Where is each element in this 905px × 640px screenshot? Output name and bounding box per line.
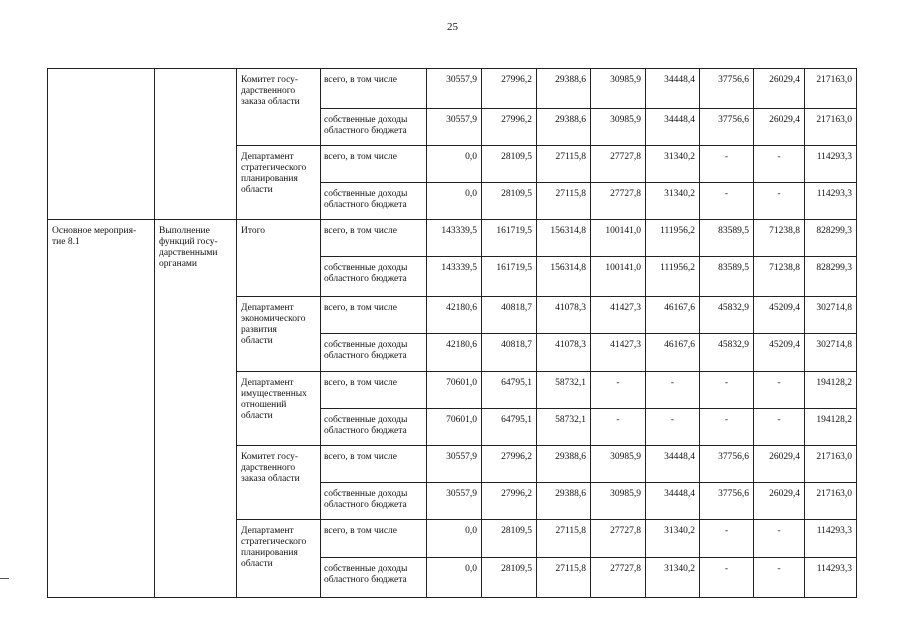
year-value-cell — [646, 257, 700, 297]
year-value-cell — [537, 334, 591, 372]
value-text: 111956,2 — [660, 263, 695, 273]
year-value-cell — [754, 409, 805, 446]
value-text: 114293,3 — [816, 189, 852, 199]
year-value-cell — [427, 146, 482, 183]
value-text: 143339,5 — [441, 226, 477, 236]
funding-source-text: всего, в том числе — [324, 75, 398, 85]
value-text: 26029,4 — [769, 489, 800, 499]
value-text: 40818,7 — [501, 340, 532, 350]
total-value-cell — [805, 69, 857, 109]
value-text: 30985,9 — [610, 75, 641, 85]
year-value-cell — [754, 372, 805, 409]
margin-mark — [0, 578, 9, 579]
value-text: - — [616, 378, 620, 388]
year-value-cell — [591, 483, 646, 520]
year-value-cell — [591, 220, 646, 257]
value-text: 42180,6 — [446, 340, 477, 350]
value-text: 302714,8 — [816, 303, 852, 313]
value-text: 302714,8 — [816, 340, 852, 350]
value-text: - — [670, 415, 675, 425]
executor-name: Итого — [241, 226, 266, 236]
funding-source-cell — [321, 558, 427, 598]
year-value-cell — [537, 220, 591, 257]
value-text: - — [724, 564, 729, 574]
year-value-cell — [591, 146, 646, 183]
value-text: 37756,6 — [718, 75, 749, 85]
value-text: 27115,8 — [555, 189, 586, 199]
value-text: 34448,4 — [664, 452, 695, 462]
year-value-cell — [646, 372, 700, 409]
value-text: 161719,5 — [496, 263, 532, 273]
funding-source-cell — [321, 183, 427, 220]
executor-name: Департамент экономического развития области — [241, 303, 306, 346]
year-value-cell — [591, 558, 646, 598]
year-value-cell — [537, 109, 591, 146]
table-row — [48, 220, 857, 257]
year-value-cell — [754, 483, 805, 520]
funding-source-cell — [321, 409, 427, 446]
year-value-cell — [754, 334, 805, 372]
funding-source-cell — [321, 69, 427, 109]
year-value-cell — [700, 183, 754, 220]
year-value-cell — [537, 257, 591, 297]
year-value-cell — [537, 372, 591, 409]
value-text: 58732,1 — [555, 378, 586, 388]
executor-name: Департамент имущественных отношений области — [241, 378, 307, 421]
value-text: 34448,4 — [664, 75, 695, 85]
funding-source-text: собственные доходы областного бюджета — [324, 263, 408, 284]
value-text: 31340,2 — [664, 526, 695, 536]
measure-text: Основное мероприя- тие 8.1 — [52, 226, 137, 247]
value-text: 30557,9 — [446, 75, 477, 85]
value-text: 45832,9 — [718, 303, 749, 313]
year-value-cell — [700, 220, 754, 257]
year-value-cell — [482, 220, 537, 257]
year-value-cell — [754, 146, 805, 183]
value-text: 828299,3 — [816, 263, 852, 273]
value-text: - — [724, 415, 729, 425]
year-value-cell — [482, 446, 537, 483]
value-text: 31340,2 — [664, 189, 695, 199]
value-text: 30557,9 — [446, 452, 477, 462]
year-value-cell — [482, 558, 537, 598]
value-text: 29388,6 — [555, 489, 586, 499]
total-value-cell — [805, 409, 857, 446]
value-text: 100141,0 — [605, 226, 641, 236]
value-text: 58732,1 — [555, 415, 586, 425]
value-text: 26029,4 — [769, 75, 800, 85]
funding-source-cell — [321, 483, 427, 520]
value-text: 194128,2 — [816, 415, 852, 425]
year-value-cell — [427, 334, 482, 372]
year-value-cell — [700, 334, 754, 372]
year-value-cell — [646, 183, 700, 220]
value-text: 27727,8 — [610, 152, 641, 162]
value-text: 114293,3 — [816, 152, 852, 162]
total-value-cell — [805, 146, 857, 183]
year-value-cell — [427, 297, 482, 334]
value-text: - — [777, 415, 781, 425]
year-value-cell — [646, 146, 700, 183]
year-value-cell — [700, 297, 754, 334]
funding-source-text: всего, в том числе — [324, 303, 398, 313]
year-value-cell — [700, 146, 754, 183]
value-text: 828299,3 — [816, 226, 852, 236]
executor-cell — [237, 146, 321, 220]
value-text: 28109,5 — [501, 152, 532, 162]
executor-cell — [237, 446, 321, 520]
year-value-cell — [591, 446, 646, 483]
funding-source-text: всего, в том числе — [324, 452, 398, 462]
year-value-cell — [754, 558, 805, 598]
value-text: 70601,0 — [446, 378, 477, 388]
year-value-cell — [537, 69, 591, 109]
year-value-cell — [754, 257, 805, 297]
executor-name: Департамент стратегического планирования области — [241, 526, 307, 569]
year-value-cell — [537, 146, 591, 183]
year-value-cell — [700, 69, 754, 109]
value-text: 27996,2 — [501, 452, 532, 462]
executor-name: Департамент стратегического планирования области — [241, 152, 307, 195]
funding-source-cell — [321, 297, 427, 334]
value-text: 37756,6 — [718, 489, 749, 499]
value-text: 45209,4 — [769, 303, 800, 313]
executor-name: Комитет госу- дарственного заказа области — [241, 75, 300, 107]
description-text: Выполнение функций госу- дарственными органами — [159, 226, 218, 269]
year-value-cell — [427, 220, 482, 257]
value-text: 28109,5 — [501, 189, 532, 199]
executor-name: Комитет госу- дарственного заказа области — [241, 452, 300, 484]
value-text: 114293,3 — [816, 526, 852, 536]
value-text: 27727,8 — [610, 526, 641, 536]
total-value-cell — [805, 372, 857, 409]
year-value-cell — [754, 446, 805, 483]
total-value-cell — [805, 446, 857, 483]
value-text: 71238,8 — [769, 263, 800, 273]
year-value-cell — [482, 146, 537, 183]
total-value-cell — [805, 483, 857, 520]
year-value-cell — [482, 520, 537, 558]
year-value-cell — [427, 109, 482, 146]
year-value-cell — [427, 520, 482, 558]
value-text: 27727,8 — [610, 564, 641, 574]
year-value-cell — [591, 372, 646, 409]
value-text: 29388,6 — [555, 115, 586, 125]
value-text: - — [777, 564, 781, 574]
funding-source-text: собственные доходы областного бюджета — [324, 489, 408, 510]
value-text: 27996,2 — [501, 115, 532, 125]
total-value-cell — [805, 183, 857, 220]
year-value-cell — [537, 520, 591, 558]
funding-source-text: всего, в том числе — [324, 152, 398, 162]
year-value-cell — [646, 69, 700, 109]
executor-cell — [237, 297, 321, 372]
year-value-cell — [482, 257, 537, 297]
value-text: 0,0 — [465, 189, 477, 199]
value-text: 42180,6 — [446, 303, 477, 313]
funding-source-text: всего, в том числе — [324, 378, 398, 388]
value-text: - — [724, 152, 729, 162]
year-value-cell — [700, 520, 754, 558]
executor-cell — [237, 69, 321, 146]
year-value-cell — [700, 409, 754, 446]
value-text: 30557,9 — [446, 115, 477, 125]
year-value-cell — [754, 69, 805, 109]
value-text: - — [724, 526, 729, 536]
value-text: 34448,4 — [664, 115, 695, 125]
funding-source-text: всего, в том числе — [324, 226, 398, 236]
value-text: 71238,8 — [769, 226, 800, 236]
funding-source-text: собственные доходы областного бюджета — [324, 415, 408, 436]
value-text: 30985,9 — [610, 489, 641, 499]
value-text: 194128,2 — [816, 378, 852, 388]
value-text: 27115,8 — [555, 526, 586, 536]
value-text: 27996,2 — [501, 489, 532, 499]
table-row — [48, 69, 857, 109]
year-value-cell — [482, 183, 537, 220]
total-value-cell — [805, 220, 857, 257]
value-text: 27115,8 — [555, 152, 586, 162]
year-value-cell — [427, 409, 482, 446]
value-text: 64795,1 — [501, 415, 532, 425]
year-value-cell — [591, 109, 646, 146]
funding-source-text: собственные доходы областного бюджета — [324, 340, 408, 361]
total-value-cell — [805, 109, 857, 146]
year-value-cell — [646, 520, 700, 558]
description-cell — [155, 69, 237, 220]
executor-cell — [237, 520, 321, 598]
year-value-cell — [427, 372, 482, 409]
value-text: 0,0 — [465, 152, 477, 162]
measure-text — [48, 69, 154, 78]
value-text: 143339,5 — [441, 263, 477, 273]
year-value-cell — [754, 297, 805, 334]
value-text: 100141,0 — [605, 263, 641, 273]
funding-source-text: собственные доходы областного бюджета — [324, 115, 408, 136]
value-text: 37756,6 — [718, 452, 749, 462]
funding-source-text: всего, в том числе — [324, 526, 398, 536]
year-value-cell — [482, 69, 537, 109]
total-value-cell — [805, 334, 857, 372]
year-value-cell — [700, 372, 754, 409]
year-value-cell — [482, 334, 537, 372]
year-value-cell — [482, 409, 537, 446]
year-value-cell — [537, 446, 591, 483]
value-text: - — [777, 526, 781, 536]
total-value-cell — [805, 297, 857, 334]
year-value-cell — [646, 220, 700, 257]
value-text: 40818,7 — [501, 303, 532, 313]
measure-cell — [48, 69, 155, 220]
year-value-cell — [591, 69, 646, 109]
value-text: - — [777, 152, 781, 162]
year-value-cell — [646, 109, 700, 146]
year-value-cell — [646, 409, 700, 446]
value-text: - — [777, 378, 781, 388]
year-value-cell — [591, 297, 646, 334]
value-text: 37756,6 — [718, 115, 749, 125]
total-value-cell — [805, 558, 857, 598]
value-text: 156314,8 — [550, 226, 586, 236]
value-text: - — [724, 189, 729, 199]
year-value-cell — [646, 483, 700, 520]
funding-source-cell — [321, 220, 427, 257]
year-value-cell — [537, 483, 591, 520]
value-text: 111956,2 — [660, 226, 695, 236]
year-value-cell — [700, 257, 754, 297]
value-text: 28109,5 — [501, 526, 532, 536]
value-text: 161719,5 — [496, 226, 532, 236]
year-value-cell — [427, 483, 482, 520]
value-text: 29388,6 — [555, 75, 586, 85]
year-value-cell — [482, 372, 537, 409]
year-value-cell — [646, 334, 700, 372]
value-text: 114293,3 — [816, 564, 852, 574]
year-value-cell — [427, 446, 482, 483]
year-value-cell — [646, 446, 700, 483]
year-value-cell — [427, 558, 482, 598]
funding-source-cell — [321, 446, 427, 483]
measure-cell — [48, 220, 155, 598]
year-value-cell — [754, 109, 805, 146]
value-text: 27996,2 — [501, 75, 532, 85]
value-text: 29388,6 — [555, 452, 586, 462]
value-text: 0,0 — [465, 526, 477, 536]
year-value-cell — [427, 69, 482, 109]
year-value-cell — [754, 220, 805, 257]
year-value-cell — [427, 257, 482, 297]
year-value-cell — [700, 558, 754, 598]
value-text: - — [724, 378, 729, 388]
executor-cell — [237, 220, 321, 297]
value-text: 41427,3 — [610, 340, 641, 350]
page-number: 25 — [447, 21, 458, 33]
total-value-cell — [805, 257, 857, 297]
year-value-cell — [591, 257, 646, 297]
value-text: 34448,4 — [664, 489, 695, 499]
funding-source-text: собственные доходы областного бюджета — [324, 564, 408, 585]
funding-source-cell — [321, 257, 427, 297]
value-text: 0,0 — [465, 564, 477, 574]
year-value-cell — [482, 483, 537, 520]
funding-source-cell — [321, 520, 427, 558]
value-text: 45832,9 — [718, 340, 749, 350]
value-text: 30557,9 — [446, 489, 477, 499]
year-value-cell — [591, 520, 646, 558]
year-value-cell — [537, 409, 591, 446]
year-value-cell — [754, 183, 805, 220]
value-text: 46167,6 — [664, 303, 695, 313]
year-value-cell — [427, 183, 482, 220]
year-value-cell — [646, 558, 700, 598]
year-value-cell — [537, 183, 591, 220]
value-text: 217163,0 — [816, 489, 852, 499]
funding-source-cell — [321, 372, 427, 409]
value-text: 70601,0 — [446, 415, 477, 425]
budget-table — [47, 68, 857, 598]
value-text: 156314,8 — [550, 263, 586, 273]
total-value-cell — [805, 520, 857, 558]
value-text: 217163,0 — [816, 452, 852, 462]
description-text — [155, 69, 236, 78]
year-value-cell — [700, 109, 754, 146]
year-value-cell — [591, 334, 646, 372]
value-text: - — [777, 189, 781, 199]
year-value-cell — [537, 558, 591, 598]
year-value-cell — [646, 297, 700, 334]
year-value-cell — [482, 109, 537, 146]
value-text: 27727,8 — [610, 189, 641, 199]
value-text: - — [670, 378, 675, 388]
value-text: 217163,0 — [816, 115, 852, 125]
value-text: 27115,8 — [555, 564, 586, 574]
value-text: 41078,3 — [555, 340, 586, 350]
value-text: 26029,4 — [769, 115, 800, 125]
value-text: 31340,2 — [664, 564, 695, 574]
funding-source-text: собственные доходы областного бюджета — [324, 189, 408, 210]
value-text: 46167,6 — [664, 340, 695, 350]
year-value-cell — [591, 409, 646, 446]
value-text: 31340,2 — [664, 152, 695, 162]
value-text: 83589,5 — [718, 263, 749, 273]
value-text: 41427,3 — [610, 303, 641, 313]
value-text: 26029,4 — [769, 452, 800, 462]
year-value-cell — [591, 183, 646, 220]
executor-cell — [237, 372, 321, 446]
year-value-cell — [754, 520, 805, 558]
value-text: 41078,3 — [555, 303, 586, 313]
funding-source-cell — [321, 109, 427, 146]
value-text: 28109,5 — [501, 564, 532, 574]
value-text: 217163,0 — [816, 75, 852, 85]
year-value-cell — [482, 297, 537, 334]
year-value-cell — [700, 446, 754, 483]
value-text: 30985,9 — [610, 452, 641, 462]
year-value-cell — [537, 297, 591, 334]
value-text: - — [616, 415, 620, 425]
year-value-cell — [700, 483, 754, 520]
funding-source-cell — [321, 334, 427, 372]
value-text: 64795,1 — [501, 378, 532, 388]
description-cell — [155, 220, 237, 598]
value-text: 83589,5 — [718, 226, 749, 236]
value-text: 30985,9 — [610, 115, 641, 125]
value-text: 45209,4 — [769, 340, 800, 350]
funding-source-cell — [321, 146, 427, 183]
